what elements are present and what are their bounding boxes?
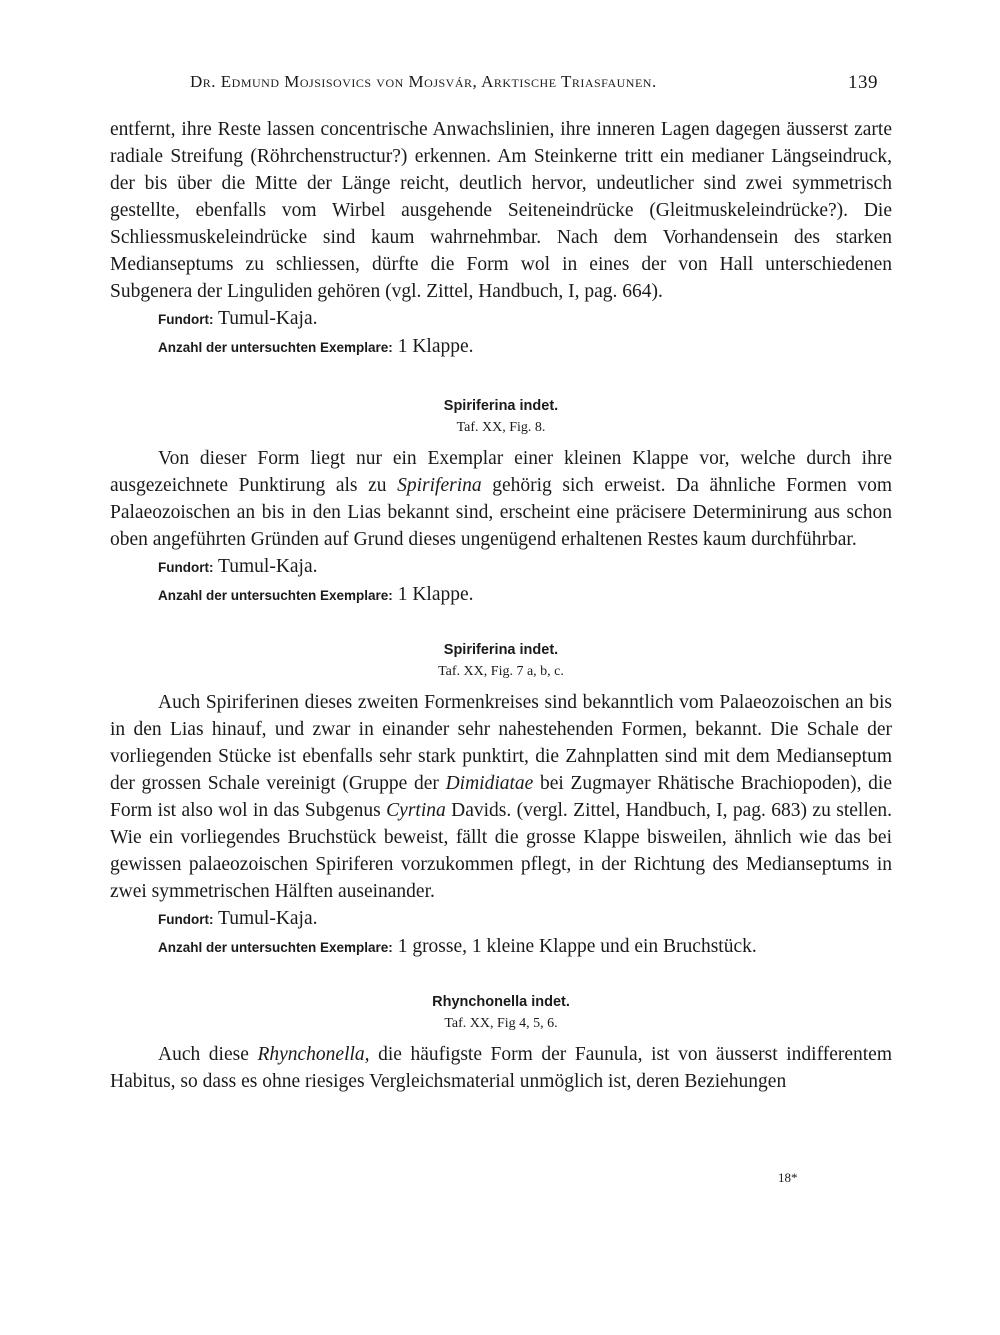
section-title: Spiriferina indet. [443,398,559,414]
text-run: Davids. (vergl. Zittel, Handbuch, I, pag. 683) zu stellen. Wie ein vorliegendes Bruchstück beweist, fällt die grosse Klappe bisweilen, ähnlich wie das bei gewissen palaeozoischen Spiriferen vorzukommen pflegt, in der Richtung des Medianseptums in zwei symmetrischen Hälften auseinander. [110,800,893,902]
intro-anzahl [110,333,892,361]
section-plate-reference: Taf. XX, Fig. 7 a, b, c. [438,664,564,679]
intro-paragraph: entfernt, ihre Reste lassen concentrische Anwachslinien, ihre inneren Lagen dagegen äusserst zarte radiale Streifung (Röhrchenstructur?) erkennen. Am Steinkerne tritt ein medianer Längseindruck, der bis über die Mitte der Länge reicht, deutlich hervor, undeutlicher sind zwei symmetrisch gestellte, ebenfalls vom Wirbel ausgehende Seiteneindrücke (Gleitmuskeleindrücke?). Die Schliessmuskeleindrücke sind kaum wahrnehmbar. Nach dem Vorhandensein des starken Medianseptums zu schliessen, dürfte die Form wol in eines der von Hall unterschiedenen Subgenera der Linguliden gehören (vgl. Zittel, Handbuch, I, pag. 664). [110,119,892,302]
genus-name: Rhynchonella, [257,1044,370,1065]
fundort-value: Tumul-Kaja. [218,308,318,329]
signature-mark: 18* [778,1170,798,1185]
group-name: Dimidiatae [445,773,534,794]
section-title: Spiriferina indet. [443,642,559,658]
fundort-value: Tumul-Kaja. [218,908,318,929]
text-run: gehörig sich erweist. Da ähnliche Formen vom Palaeozoischen an bis in den Lias bekannt sind, erscheint eine präcisere Determinirung aus schon oben angeführten Gründen auf Grund dieses ungenügend erhaltenen Restes kaum durchführbar. [110,475,893,550]
text-run: bei Zugmayer Rhätische Brachiopoden), die Form ist also wol in das Subgenus [110,773,893,821]
section-anzahl [110,581,892,609]
anzahl-label: Anzahl der untersuchten Exemplare: [158,940,393,955]
fundort-label: Fundort: [158,912,214,927]
anzahl-label: Anzahl der untersuchten Exemplare: [158,340,393,355]
section-plate-reference: Taf. XX, Fig 4, 5, 6. [444,1016,558,1031]
page-number: 139 [848,72,878,93]
text-run: Von dieser Form liegt nur ein Exemplar einer kleinen Klappe vor, welche durch ihre ausgezeichnete Punktirung als zu [110,448,892,496]
fundort-value: Tumul-Kaja. [218,556,318,577]
section-paragraph [110,689,892,905]
section-paragraph [110,1041,892,1095]
intro-fundort [110,305,892,333]
header-title: Dr. Edmund Mojsisovics von Mojsvár, Arktische Triasfaunen. [190,72,657,91]
page-body [110,116,892,1095]
anzahl-value: 1 Klappe. [397,336,474,357]
fundort-label: Fundort: [158,560,214,575]
text-run: Auch Spiriferinen dieses zweiten Formenkreises sind bekanntlich vom Palaeozoischen an bis in den Lias hinauf, und zwar in einander sehr nahestehenden Formen, bekannt. Die Schale der vorliegenden Stücke ist ebenfalls sehr stark punktirt, die Zahnplatten sind mit dem Medianseptum der grossen Schale vereinigt (Gruppe der [110,692,892,794]
section-anzahl [110,933,892,961]
anzahl-value: 1 grosse, 1 kleine Klappe und ein Bruchstück. [397,936,757,957]
section-fundort [110,905,892,933]
section-paragraph [110,445,892,553]
fundort-label: Fundort: [158,312,214,327]
text-run: die häufigste Form der Faunula, ist von äusserst indifferentem Habitus, so dass es ohne riesiges Vergleichsmaterial unmöglich ist, deren Beziehungen [110,1044,892,1092]
running-header [190,72,890,92]
genus-name: Spiriferina [397,475,482,496]
text-run: Auch diese [158,1044,249,1065]
anzahl-label: Anzahl der untersuchten Exemplare: [158,588,393,603]
section-fundort [110,553,892,581]
anzahl-value: 1 Klappe. [397,584,474,605]
section-plate-reference: Taf. XX, Fig. 8. [456,420,546,435]
section-title: Rhynchonella indet. [432,994,570,1010]
subgenus-name: Cyrtina [386,800,446,821]
